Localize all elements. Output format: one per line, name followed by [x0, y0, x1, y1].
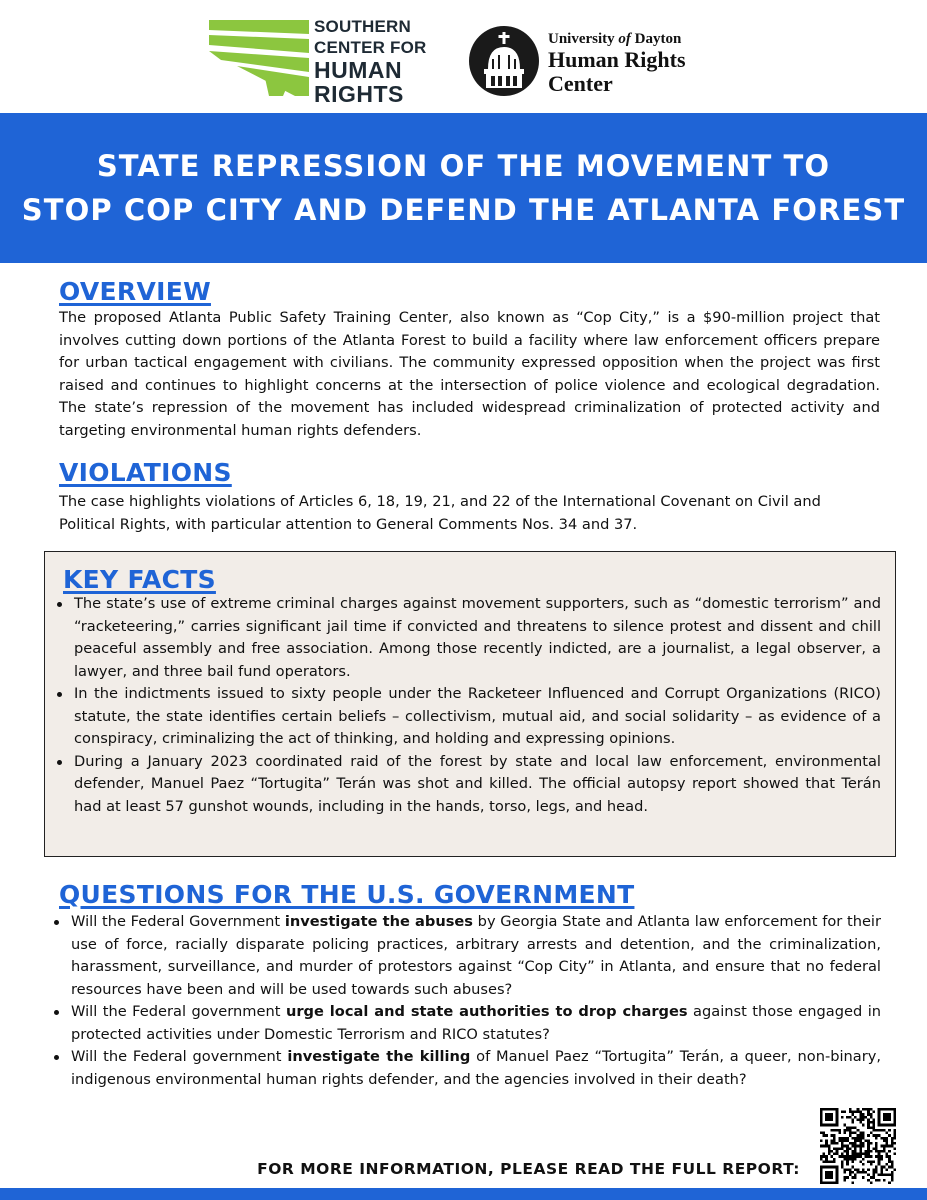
schr-line-human: HUMAN	[314, 57, 403, 83]
schr-line-center-for: CENTER FOR	[314, 38, 427, 57]
schr-wordmark	[314, 16, 427, 106]
sunrise-stripes-icon	[209, 20, 309, 96]
question-emphasis: investigate the killing	[287, 1048, 471, 1065]
question-text-before: Will the Federal government	[71, 1003, 286, 1020]
key-fact-text: In the indictments issued to sixty people under the Racketeer Influenced and Corrupt Organizations (RICO) statute, the state identifies certain beliefs – collectivism, mutual aid, and social solidarity – as evidence of a conspiracy, criminalizing the act of thinking, and holding and expressing opinions.	[74, 685, 881, 747]
ud-university-prefix: University	[548, 31, 619, 47]
schr-line-southern: SOUTHERN	[314, 17, 411, 36]
question-item	[50, 911, 881, 1001]
question-text-before: Will the Federal Government	[71, 913, 285, 930]
ud-center-line2: Center	[548, 71, 613, 96]
page-title-line1: STATE REPRESSION OF THE MOVEMENT TO	[96, 149, 831, 183]
ud-university-of: of	[618, 31, 631, 47]
question-text-after: of Manuel Paez “Tortugita” Terán, a queer, non-binary, indigenous environmental human rights defender, and the agencies involved in their death?	[71, 1048, 881, 1088]
violations-heading: VIOLATIONS	[59, 458, 232, 487]
question-text-after: against those engaged in protected activities under Domestic Terrorism and RICO statutes?	[71, 1003, 881, 1043]
question-emphasis: investigate the abuses	[284, 913, 473, 930]
chapel-dome-seal-icon	[468, 25, 540, 97]
questions-list	[50, 911, 881, 1091]
question-text-after: by Georgia State and Atlanta law enforcement for their use of force, racially disparate policing practices, arbitrary arrests and detention, and the criminalization, harassment, surveillance, and murder of protestors against “Cop City” in Atlanta, and ensure that no federal resources have been and will be used towards such abuses?	[71, 913, 881, 998]
question-item	[50, 1046, 881, 1091]
header-logos	[0, 0, 927, 112]
question-emphasis: urge local and state authorities to drop charges	[285, 1003, 688, 1020]
footer-more-info: FOR MORE INFORMATION, PLEASE READ THE FULL REPORT:	[257, 1160, 800, 1178]
title-banner	[0, 113, 927, 263]
bullet-icon	[57, 692, 62, 697]
bullet-icon	[57, 760, 62, 765]
footer-bar	[0, 1188, 927, 1200]
schr-line-rights: RIGHTS	[314, 81, 404, 107]
bullet-icon	[57, 602, 62, 607]
questions-heading: QUESTIONS FOR THE U.S. GOVERNMENT	[59, 880, 635, 909]
bullet-icon	[54, 1055, 59, 1060]
ud-wordmark	[548, 30, 686, 96]
page-title-line2: STOP COP CITY AND DEFEND THE ATLANTA FOREST	[21, 193, 906, 227]
key-facts-heading: KEY FACTS	[63, 565, 216, 594]
bullet-icon	[54, 920, 59, 925]
ud-center-line1: Human Rights	[548, 47, 686, 72]
ud-university-suffix: Dayton	[630, 31, 682, 47]
key-fact-text: The state’s use of extreme criminal charges against movement supporters, such as “domestic terrorism” and “racketeering,” carries significant jail time if convicted and threatens to silence protest and dissent and chill peaceful assembly and free association. Among those recently indicted, are a journalist, a legal observer, a lawyer, and three bail fund operators.	[74, 595, 881, 680]
key-fact-item	[53, 751, 881, 819]
key-facts-list	[53, 593, 881, 818]
overview-text: The proposed Atlanta Public Safety Training Center, also known as “Cop City,” is a $90-million project that involves cutting down portions of the Atlanta Forest to build a facility where law enforcement officers prepare for urban tactical engagement with civilians. The community expressed opposition when the project was first raised and continues to highlight concerns at the intersection of police violence and ecological degradation. The state’s repression of the movement has included widespread criminalization of protected activity and targeting environmental human rights defenders.	[59, 309, 880, 439]
violations-text: The case highlights violations of Articles 6, 18, 19, 21, and 22 of the International Covenant on Civil and Political Rights, with particular attention to General Comments Nos. 34 and 37.	[59, 493, 821, 533]
bullet-icon	[54, 1010, 59, 1015]
qr-code-icon[interactable]	[820, 1108, 896, 1184]
question-item	[50, 1001, 881, 1046]
ud-university-name	[548, 30, 686, 48]
key-fact-item	[53, 683, 881, 751]
question-text-before: Will the Federal government	[71, 1048, 288, 1065]
key-fact-item	[53, 593, 881, 683]
key-fact-text: During a January 2023 coordinated raid of the forest by state and local law enforcement, environmental defender, Manuel Paez “Tortugita” Terán was shot and killed. The official autopsy report showed that Terán had at least 57 gunshot wounds, including in the hands, torso, legs, and head.	[74, 752, 881, 815]
overview-heading: OVERVIEW	[59, 277, 211, 306]
